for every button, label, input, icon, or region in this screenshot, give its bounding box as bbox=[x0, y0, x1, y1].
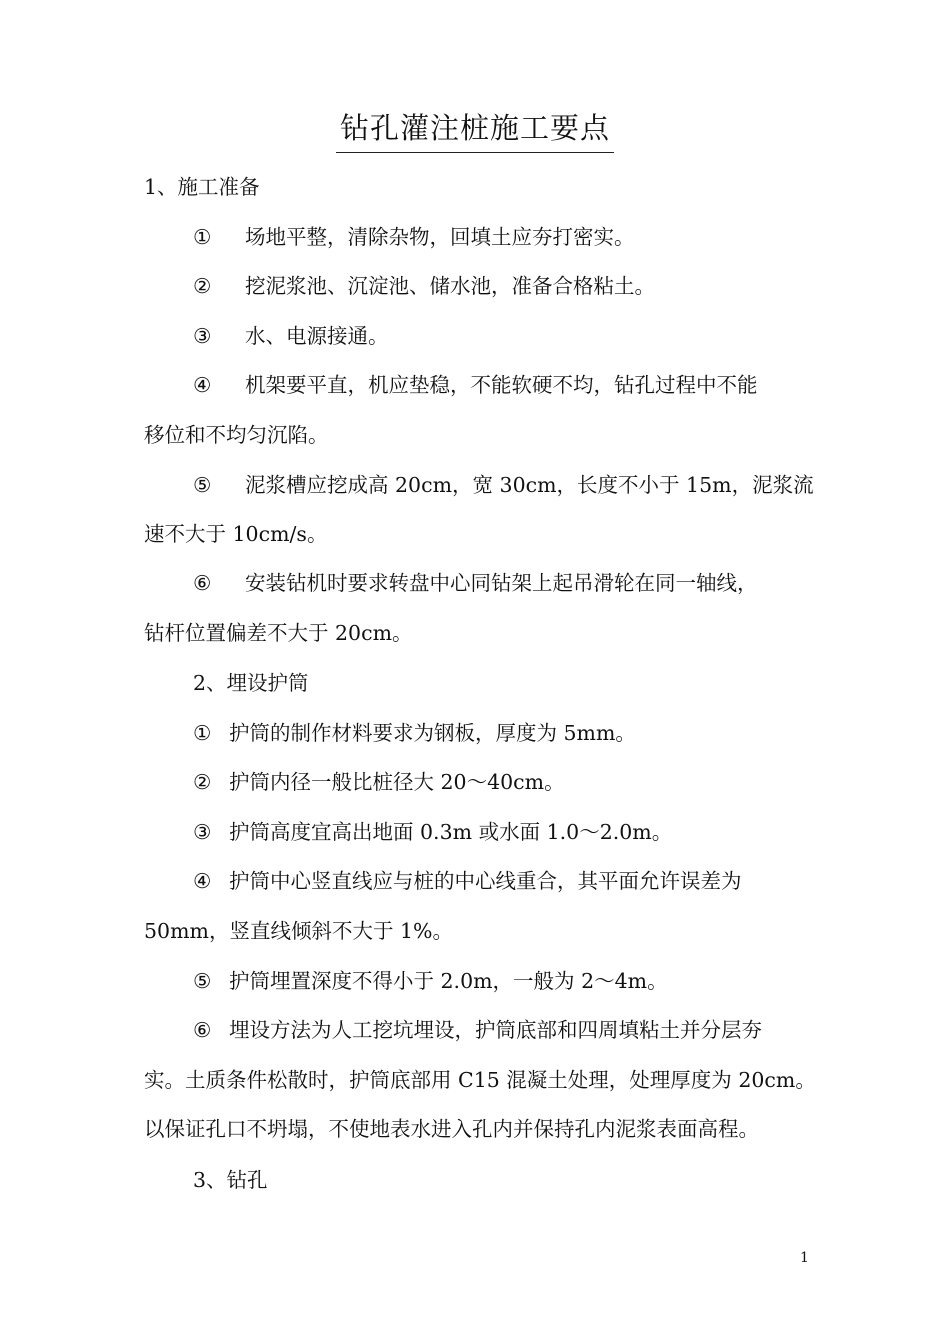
s1-item-1 bbox=[193, 222, 635, 252]
title-text: 钻孔灌注桩施工要点 bbox=[336, 108, 614, 153]
item-number: ⑥ bbox=[193, 571, 212, 595]
item-text: 挖泥浆池、沉淀池、储水池，准备合格粘土。 bbox=[245, 274, 655, 298]
item-text: 埋设方法为人工挖坑埋设，护筒底部和四周填粘土并分层夯 bbox=[229, 1018, 762, 1042]
section-1-heading: 1、施工准备 bbox=[144, 175, 260, 199]
s1-item-5-continued: 速不大于 10cm/s。 bbox=[144, 522, 328, 546]
s2-item-6 bbox=[193, 1015, 762, 1045]
s1-item-6 bbox=[193, 568, 758, 598]
s2-item-4-continued: 50mm，竖直线倾斜不大于 1%。 bbox=[144, 919, 454, 943]
s1-item-4 bbox=[193, 370, 758, 400]
s2-item-5 bbox=[193, 966, 668, 996]
s2-item-6-continued-2: 以保证孔口不坍塌，不使地表水进入孔内并保持孔内泥浆表面高程。 bbox=[144, 1117, 759, 1141]
page-number: 1 bbox=[800, 1250, 809, 1266]
item-text: 护筒内径一般比桩径大 20～40cm。 bbox=[229, 770, 565, 794]
s2-item-2 bbox=[193, 767, 565, 797]
item-number: ③ bbox=[193, 820, 212, 844]
item-number: ⑥ bbox=[193, 1018, 212, 1042]
item-number: ④ bbox=[193, 373, 212, 397]
item-text: 安装钻机时要求转盘中心同钻架上起吊滑轮在同一轴线， bbox=[245, 571, 758, 595]
item-number: ① bbox=[193, 721, 212, 745]
item-text: 护筒高度宜高出地面 0.3m 或水面 1.0～2.0m。 bbox=[229, 820, 673, 844]
s1-item-5 bbox=[193, 470, 814, 500]
item-text: 水、电源接通。 bbox=[245, 324, 389, 348]
item-number: ④ bbox=[193, 869, 212, 893]
s1-item-6-continued: 钻杆位置偏差不大于 20cm。 bbox=[144, 621, 413, 645]
item-number: ① bbox=[193, 225, 212, 249]
s2-item-6-continued: 实。土质条件松散时，护筒底部用 C15 混凝土处理，处理厚度为 20cm。 bbox=[144, 1068, 816, 1092]
item-text: 机架要平直，机应垫稳，不能软硬不均，钻孔过程中不能 bbox=[245, 373, 758, 397]
item-text: 护筒中心竖直线应与桩的中心线重合，其平面允许误差为 bbox=[229, 869, 742, 893]
s1-item-4-continued: 移位和不均匀沉陷。 bbox=[144, 423, 329, 447]
item-number: ② bbox=[193, 274, 212, 298]
item-text: 泥浆槽应挖成高 20cm，宽 30cm，长度不小于 15m，泥浆流 bbox=[245, 473, 814, 497]
s2-item-4 bbox=[193, 866, 742, 896]
item-text: 护筒的制作材料要求为钢板，厚度为 5mm。 bbox=[229, 721, 636, 745]
section-2-heading: 2、埋设护筒 bbox=[193, 671, 309, 695]
s1-item-3 bbox=[193, 321, 389, 351]
item-number: ⑤ bbox=[193, 473, 212, 497]
item-number: ⑤ bbox=[193, 969, 212, 993]
s1-item-2 bbox=[193, 271, 655, 301]
item-number: ③ bbox=[193, 324, 212, 348]
s2-item-1 bbox=[193, 718, 636, 748]
section-3-heading: 3、钻孔 bbox=[193, 1168, 268, 1192]
item-number: ② bbox=[193, 770, 212, 794]
document-title bbox=[0, 108, 950, 153]
s2-item-3 bbox=[193, 817, 672, 847]
item-text: 护筒埋置深度不得小于 2.0m，一般为 2～4m。 bbox=[229, 969, 668, 993]
item-text: 场地平整，清除杂物，回填土应夯打密实。 bbox=[245, 225, 635, 249]
